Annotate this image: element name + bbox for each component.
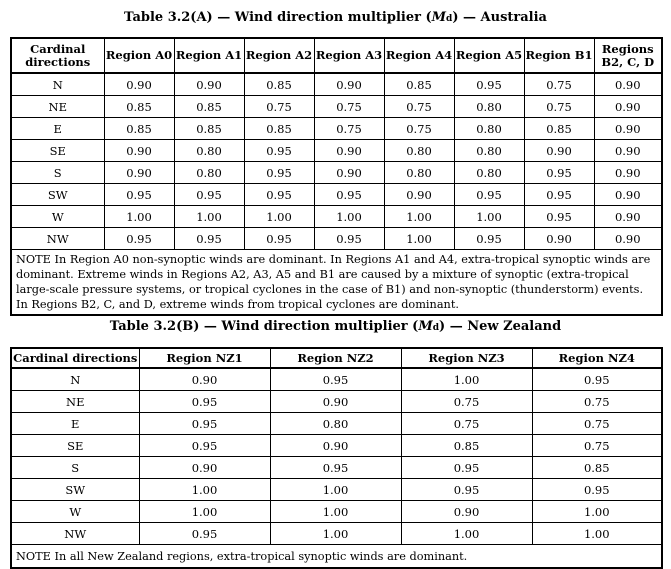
value-cell: 0.95 xyxy=(454,184,524,206)
value-cell: 0.80 xyxy=(384,162,454,184)
value-cell: 0.75 xyxy=(314,96,384,118)
value-cell: 0.95 xyxy=(454,228,524,250)
value-cell: 0.95 xyxy=(314,228,384,250)
table-row xyxy=(11,162,662,184)
value-cell: 0.90 xyxy=(594,140,662,162)
value-cell: 0.95 xyxy=(524,184,594,206)
value-cell: 0.80 xyxy=(454,140,524,162)
value-cell: 1.00 xyxy=(244,206,314,228)
value-cell: 0.85 xyxy=(524,118,594,140)
note-row xyxy=(11,250,662,316)
value-cell: 0.95 xyxy=(139,391,270,413)
caption-symbol: M xyxy=(431,10,447,25)
value-cell: 0.75 xyxy=(384,118,454,140)
value-cell: 0.95 xyxy=(532,479,662,501)
value-cell: 0.90 xyxy=(594,118,662,140)
header-line: directions xyxy=(25,54,91,69)
note-row xyxy=(11,545,662,569)
value-cell: 0.85 xyxy=(104,118,174,140)
value-cell: 0.90 xyxy=(139,457,270,479)
value-cell: 1.00 xyxy=(401,523,532,545)
value-cell: 0.90 xyxy=(524,140,594,162)
value-cell: 0.90 xyxy=(594,184,662,206)
value-cell: 0.90 xyxy=(104,73,174,96)
value-cell: 0.90 xyxy=(594,228,662,250)
direction-cell: NE xyxy=(11,96,104,118)
column-header: Region A4 xyxy=(384,38,454,73)
value-cell: 0.90 xyxy=(270,435,401,457)
table-a-caption xyxy=(0,10,671,25)
value-cell: 0.85 xyxy=(174,118,244,140)
value-cell: 0.85 xyxy=(384,73,454,96)
column-header: Region A1 xyxy=(174,38,244,73)
value-cell: 1.00 xyxy=(174,206,244,228)
value-cell: 0.95 xyxy=(314,184,384,206)
caption-suffix: ) — New Zealand xyxy=(439,319,562,334)
value-cell: 0.90 xyxy=(104,162,174,184)
value-cell: 0.90 xyxy=(594,162,662,184)
australia-wind-table xyxy=(10,37,663,316)
value-cell: 0.95 xyxy=(524,206,594,228)
value-cell: 1.00 xyxy=(139,479,270,501)
direction-cell: S xyxy=(11,162,104,184)
caption-symbol: M xyxy=(418,319,433,334)
value-cell: 0.80 xyxy=(454,96,524,118)
direction-cell: W xyxy=(11,206,104,228)
header-line: Regions xyxy=(601,41,654,56)
value-cell: 0.75 xyxy=(532,435,662,457)
value-cell: 0.80 xyxy=(454,162,524,184)
value-cell: 0.90 xyxy=(314,73,384,96)
value-cell: 0.90 xyxy=(384,184,454,206)
value-cell: 0.90 xyxy=(594,206,662,228)
column-header-regions-b2-c-d xyxy=(594,38,662,73)
direction-cell: SW xyxy=(11,184,104,206)
direction-cell: E xyxy=(11,118,104,140)
value-cell: 0.90 xyxy=(314,162,384,184)
value-cell: 0.95 xyxy=(524,162,594,184)
value-cell: 0.90 xyxy=(139,368,270,391)
direction-cell: N xyxy=(11,368,139,391)
table-row xyxy=(11,435,662,457)
value-cell: 0.95 xyxy=(174,184,244,206)
caption-suffix: ) — Australia xyxy=(452,10,547,25)
value-cell: 0.90 xyxy=(174,73,244,96)
value-cell: 0.80 xyxy=(454,118,524,140)
table-b-caption xyxy=(0,319,671,334)
column-header-directions xyxy=(11,38,104,73)
new-zealand-wind-table xyxy=(10,347,663,569)
value-cell: 1.00 xyxy=(270,501,401,523)
table-header-row xyxy=(11,348,662,368)
value-cell: 0.85 xyxy=(104,96,174,118)
value-cell: 0.95 xyxy=(174,228,244,250)
table-row xyxy=(11,523,662,545)
table-a-note: NOTE In Region A0 non-synoptic winds are dominant. In Regions A1 and A4, extra-tropical synoptic winds are dominant. Extreme winds in Regions A2, A3, A5 and B1 are caused by a mixture of synoptic (extra-tropical large-scale pressure systems, or tropical cyclones in the case of B1) and non-synoptic (thunderstorm) events. In Regions B2, C, and D, extreme winds from tropical cyclones are dominant. xyxy=(11,250,662,316)
column-header: Region B1 xyxy=(524,38,594,73)
direction-cell: W xyxy=(11,501,139,523)
header-line: B2, C, D xyxy=(601,54,655,69)
value-cell: 0.75 xyxy=(524,73,594,96)
direction-cell: NE xyxy=(11,391,139,413)
table-row xyxy=(11,368,662,391)
value-cell: 0.80 xyxy=(384,140,454,162)
value-cell: 0.95 xyxy=(454,73,524,96)
table-header-row xyxy=(11,38,662,73)
table-row xyxy=(11,501,662,523)
value-cell: 0.85 xyxy=(244,118,314,140)
value-cell: 1.00 xyxy=(104,206,174,228)
value-cell: 0.85 xyxy=(244,73,314,96)
table-row xyxy=(11,140,662,162)
value-cell: 0.90 xyxy=(524,228,594,250)
table-row xyxy=(11,184,662,206)
value-cell: 1.00 xyxy=(384,206,454,228)
direction-cell: SW xyxy=(11,479,139,501)
value-cell: 0.75 xyxy=(384,96,454,118)
value-cell: 0.75 xyxy=(532,391,662,413)
column-header: Region NZ1 xyxy=(139,348,270,368)
value-cell: 0.95 xyxy=(244,162,314,184)
value-cell: 0.80 xyxy=(174,140,244,162)
value-cell: 1.00 xyxy=(454,206,524,228)
direction-cell: S xyxy=(11,457,139,479)
table-row xyxy=(11,391,662,413)
value-cell: 0.85 xyxy=(401,435,532,457)
direction-cell: E xyxy=(11,413,139,435)
value-cell: 0.75 xyxy=(244,96,314,118)
value-cell: 0.95 xyxy=(401,479,532,501)
value-cell: 0.90 xyxy=(594,73,662,96)
value-cell: 1.00 xyxy=(270,479,401,501)
value-cell: 1.00 xyxy=(314,206,384,228)
value-cell: 0.95 xyxy=(401,457,532,479)
caption-subscript: d xyxy=(432,323,440,333)
column-header: Region A2 xyxy=(244,38,314,73)
value-cell: 1.00 xyxy=(532,501,662,523)
value-cell: 0.90 xyxy=(594,96,662,118)
value-cell: 0.90 xyxy=(270,391,401,413)
value-cell: 0.95 xyxy=(244,228,314,250)
value-cell: 0.75 xyxy=(314,118,384,140)
direction-cell: N xyxy=(11,73,104,96)
value-cell: 0.90 xyxy=(314,140,384,162)
value-cell: 0.85 xyxy=(532,457,662,479)
value-cell: 0.95 xyxy=(244,184,314,206)
value-cell: 0.95 xyxy=(104,228,174,250)
direction-cell: NW xyxy=(11,523,139,545)
value-cell: 1.00 xyxy=(384,228,454,250)
value-cell: 0.75 xyxy=(401,413,532,435)
value-cell: 0.75 xyxy=(401,391,532,413)
caption-prefix: Table 3.2(B) — Wind direction multiplier ( xyxy=(109,319,419,334)
table-row xyxy=(11,73,662,96)
header-line: Cardinal xyxy=(30,41,86,56)
value-cell: 0.80 xyxy=(270,413,401,435)
value-cell: 0.95 xyxy=(270,368,401,391)
value-cell: 1.00 xyxy=(139,501,270,523)
value-cell: 0.90 xyxy=(104,140,174,162)
value-cell: 0.95 xyxy=(139,523,270,545)
column-header: Region A3 xyxy=(314,38,384,73)
column-header-directions: Cardinal directions xyxy=(11,348,139,368)
table-row xyxy=(11,479,662,501)
table-row xyxy=(11,96,662,118)
column-header: Region NZ4 xyxy=(532,348,662,368)
table-row xyxy=(11,457,662,479)
column-header: Region A5 xyxy=(454,38,524,73)
value-cell: 0.95 xyxy=(139,435,270,457)
value-cell: 0.95 xyxy=(532,368,662,391)
direction-cell: SE xyxy=(11,435,139,457)
direction-cell: SE xyxy=(11,140,104,162)
value-cell: 0.95 xyxy=(139,413,270,435)
value-cell: 0.95 xyxy=(104,184,174,206)
table-row xyxy=(11,118,662,140)
value-cell: 1.00 xyxy=(401,368,532,391)
caption-prefix: Table 3.2(A) — Wind direction multiplier ( xyxy=(124,10,432,25)
table-row xyxy=(11,413,662,435)
value-cell: 0.80 xyxy=(174,162,244,184)
value-cell: 0.75 xyxy=(524,96,594,118)
value-cell: 0.95 xyxy=(270,457,401,479)
column-header: Region NZ2 xyxy=(270,348,401,368)
value-cell: 0.85 xyxy=(174,96,244,118)
value-cell: 0.90 xyxy=(401,501,532,523)
value-cell: 1.00 xyxy=(270,523,401,545)
value-cell: 0.95 xyxy=(244,140,314,162)
table-row xyxy=(11,206,662,228)
column-header: Region NZ3 xyxy=(401,348,532,368)
table-b-note: NOTE In all New Zealand regions, extra-tropical synoptic winds are dominant. xyxy=(11,545,662,569)
table-row xyxy=(11,228,662,250)
direction-cell: NW xyxy=(11,228,104,250)
caption-subscript: d xyxy=(446,14,453,24)
column-header: Region A0 xyxy=(104,38,174,73)
value-cell: 1.00 xyxy=(532,523,662,545)
value-cell: 0.75 xyxy=(532,413,662,435)
